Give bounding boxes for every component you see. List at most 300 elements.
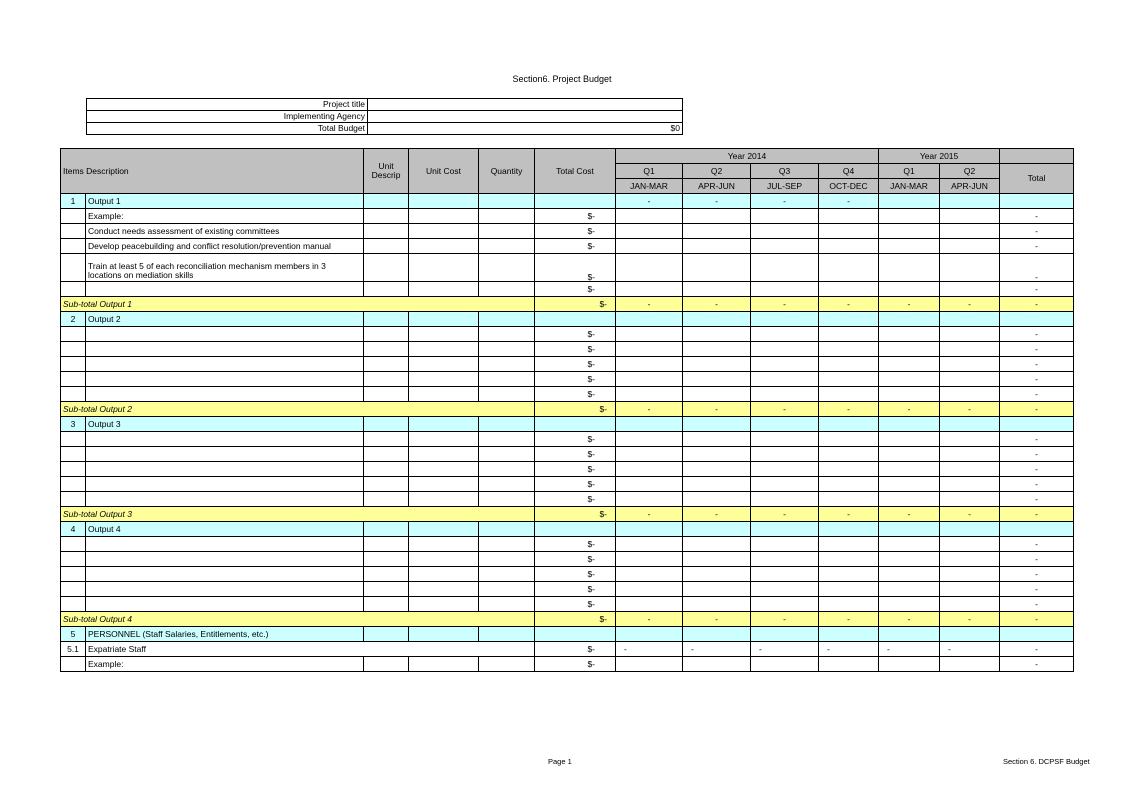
quarter-cell[interactable] [819, 477, 879, 492]
output-cell[interactable] [409, 312, 479, 327]
total-cell: - [1000, 537, 1074, 552]
unit-cost-cell[interactable] [409, 492, 479, 507]
quarter-cell[interactable] [751, 582, 819, 597]
quarter-cell[interactable] [879, 657, 940, 672]
quarter-cell[interactable] [616, 492, 683, 507]
quarter-cell[interactable] [940, 567, 1000, 582]
budget-line-row [61, 432, 1074, 447]
quarter-cell[interactable] [940, 224, 1000, 239]
quarter-cell[interactable] [940, 417, 1000, 432]
quarter-cell[interactable] [751, 522, 819, 537]
quarter-cell[interactable] [879, 282, 940, 297]
quarter-cell[interactable] [940, 657, 1000, 672]
quarter-cell[interactable] [879, 552, 940, 567]
quantity-cell[interactable] [479, 209, 535, 224]
output-label: Output 3 [86, 417, 364, 432]
quarter-cell[interactable] [940, 492, 1000, 507]
quarter-cell[interactable] [819, 312, 879, 327]
unit-cost-cell[interactable] [409, 357, 479, 372]
quarter-cell[interactable] [819, 254, 879, 282]
total-cost-cell: $- [535, 209, 616, 224]
quarter-cell[interactable] [751, 657, 819, 672]
quarter-cell[interactable] [751, 447, 819, 462]
quarter-cell[interactable] [751, 209, 819, 224]
quarter-cell[interactable] [940, 327, 1000, 342]
total-cell[interactable] [1000, 522, 1074, 537]
quarter-cell[interactable] [819, 522, 879, 537]
quarter-cell[interactable] [616, 432, 683, 447]
unit-descrip-cell[interactable] [364, 224, 409, 239]
quarter-cell[interactable] [879, 224, 940, 239]
budget-line-row [61, 224, 1074, 239]
quarter-cell[interactable] [683, 432, 751, 447]
quarter-cell[interactable] [940, 432, 1000, 447]
unit-descrip-cell[interactable] [364, 372, 409, 387]
quarter-cell[interactable] [879, 209, 940, 224]
quantity-cell[interactable] [479, 239, 535, 254]
quarter-cell[interactable] [940, 342, 1000, 357]
output-cell[interactable] [364, 417, 409, 432]
quarter-cell[interactable] [616, 254, 683, 282]
budget-line-row [61, 477, 1074, 492]
quarter-cell[interactable] [751, 342, 819, 357]
quarter-cell[interactable] [683, 209, 751, 224]
output-cell[interactable] [409, 417, 479, 432]
unit-cost-cell[interactable] [409, 597, 479, 612]
unit-cost-cell[interactable] [409, 224, 479, 239]
quarter-cell[interactable] [879, 372, 940, 387]
quarter-cell[interactable] [940, 254, 1000, 282]
output-cell[interactable] [364, 522, 409, 537]
quarter-cell[interactable] [616, 312, 683, 327]
agency-field[interactable] [368, 111, 683, 123]
quarter-cell[interactable] [616, 372, 683, 387]
line-number [61, 582, 86, 597]
unit-cost-cell[interactable] [409, 462, 479, 477]
unit-cost-cell[interactable] [409, 342, 479, 357]
line-description[interactable] [86, 387, 364, 402]
line-description[interactable]: Train at least 5 of each reconciliation mechanism members in 3 locations on mediation skills [86, 254, 364, 282]
personnel-cell[interactable] [535, 627, 616, 642]
quantity-cell[interactable] [479, 327, 535, 342]
quarter-cell[interactable] [940, 477, 1000, 492]
line-description[interactable] [86, 327, 364, 342]
line-description[interactable] [86, 597, 364, 612]
quarter-cell[interactable] [751, 492, 819, 507]
quantity-cell[interactable] [479, 342, 535, 357]
personnel-cell[interactable] [479, 627, 535, 642]
quarter-cell[interactable] [751, 239, 819, 254]
quarter-cell[interactable] [940, 627, 1000, 642]
quarter-cell[interactable] [879, 537, 940, 552]
quantity-cell[interactable] [479, 552, 535, 567]
quarter-cell[interactable] [683, 282, 751, 297]
quarter-cell[interactable] [751, 387, 819, 402]
quantity-cell[interactable] [479, 477, 535, 492]
quarter-cell[interactable] [879, 387, 940, 402]
quarter-cell[interactable] [616, 537, 683, 552]
line-description[interactable] [86, 447, 364, 462]
quarter-cell[interactable] [879, 582, 940, 597]
subtotal-label: Sub-total Output 3 [61, 507, 535, 522]
quarter-cell[interactable] [819, 282, 879, 297]
personnel-cell[interactable] [364, 627, 409, 642]
unit-cost-cell[interactable] [409, 372, 479, 387]
unit-descrip-cell[interactable] [364, 567, 409, 582]
quarter-cell[interactable] [751, 372, 819, 387]
line-description[interactable] [86, 432, 364, 447]
input-cell[interactable] [409, 657, 479, 672]
quarter-cell[interactable] [879, 627, 940, 642]
unit-descrip-cell[interactable] [364, 387, 409, 402]
quarter-cell[interactable] [879, 312, 940, 327]
subtotal-quarter: - [683, 612, 751, 627]
quarter-cell[interactable] [751, 627, 819, 642]
quarter-cell[interactable] [751, 597, 819, 612]
unit-cost-cell[interactable] [409, 254, 479, 282]
quarter-cell[interactable] [819, 447, 879, 462]
quarter-cell[interactable] [683, 657, 751, 672]
line-description[interactable]: Develop peacebuilding and conflict resolution/prevention manual [86, 239, 364, 254]
total-cell[interactable] [1000, 627, 1074, 642]
quarter-cell[interactable] [616, 522, 683, 537]
unit-descrip-cell[interactable] [364, 209, 409, 224]
unit-descrip-cell[interactable] [364, 462, 409, 477]
quarter-cell[interactable] [879, 567, 940, 582]
quarter-cell[interactable] [751, 224, 819, 239]
quarter-cell[interactable] [683, 342, 751, 357]
quarter-cell[interactable] [751, 357, 819, 372]
unit-descrip-cell[interactable] [364, 254, 409, 282]
quantity-cell[interactable] [479, 582, 535, 597]
quarter-cell[interactable] [940, 447, 1000, 462]
quarter-cell[interactable] [819, 432, 879, 447]
quarter-cell[interactable] [940, 462, 1000, 477]
quantity-cell[interactable] [479, 387, 535, 402]
quarter-cell[interactable] [751, 462, 819, 477]
total-cell: - [1000, 582, 1074, 597]
line-description[interactable] [86, 567, 364, 582]
quarter-cell[interactable] [683, 537, 751, 552]
quantity-cell[interactable] [479, 447, 535, 462]
quarter-cell[interactable] [683, 627, 751, 642]
quarter-cell[interactable] [879, 342, 940, 357]
quarter-cell[interactable] [683, 417, 751, 432]
quarter-cell[interactable] [683, 372, 751, 387]
line-description[interactable] [86, 477, 364, 492]
total-cell: - [1000, 552, 1074, 567]
output-cell[interactable] [535, 522, 616, 537]
quarter-cell[interactable] [819, 552, 879, 567]
quarter-cell[interactable] [819, 417, 879, 432]
quarter-cell[interactable] [940, 282, 1000, 297]
quarter-cell[interactable] [616, 417, 683, 432]
quarter-cell[interactable] [819, 657, 879, 672]
quarter-cell[interactable] [616, 209, 683, 224]
quarter-cell[interactable] [940, 597, 1000, 612]
total-cell[interactable] [1000, 194, 1074, 209]
quarter-cell[interactable] [751, 537, 819, 552]
unit-descrip-cell[interactable] [364, 492, 409, 507]
quarter-cell[interactable] [616, 282, 683, 297]
line-description[interactable] [86, 462, 364, 477]
line-number [61, 342, 86, 357]
quantity-cell[interactable] [479, 372, 535, 387]
quarter-cell[interactable] [616, 582, 683, 597]
unit-descrip-cell[interactable] [364, 282, 409, 297]
unit-cost-cell[interactable] [409, 537, 479, 552]
quarter-cell[interactable] [683, 312, 751, 327]
quarter-cell[interactable] [940, 239, 1000, 254]
quarter-cell[interactable] [879, 357, 940, 372]
footer-section-label: Section 6. DCPSF Budget [1003, 757, 1090, 766]
quarter-cell[interactable] [940, 194, 1000, 209]
output-cell[interactable] [364, 194, 409, 209]
unit-descrip-cell[interactable] [364, 582, 409, 597]
unit-cost-cell[interactable] [409, 432, 479, 447]
personnel-cell[interactable] [409, 627, 479, 642]
quarter-cell[interactable] [751, 552, 819, 567]
quarter-cell[interactable] [819, 567, 879, 582]
input-cell[interactable] [479, 657, 535, 672]
output-cell[interactable] [535, 194, 616, 209]
quantity-cell[interactable] [479, 462, 535, 477]
unit-descrip-cell[interactable] [364, 342, 409, 357]
quarter-cell[interactable] [616, 447, 683, 462]
quarter-cell[interactable] [616, 627, 683, 642]
quarter-cell[interactable] [940, 357, 1000, 372]
quarter-cell[interactable] [940, 387, 1000, 402]
quarter-cell: - [879, 642, 940, 657]
input-cell[interactable] [364, 657, 409, 672]
output-cell[interactable] [479, 417, 535, 432]
quarter-cell[interactable] [819, 239, 879, 254]
quarter-cell[interactable] [879, 254, 940, 282]
quarter-cell[interactable] [683, 462, 751, 477]
quarter-cell[interactable] [940, 537, 1000, 552]
quarter-cell[interactable] [819, 627, 879, 642]
unit-cost-cell[interactable] [409, 447, 479, 462]
line-description[interactable]: Example: [86, 657, 364, 672]
quarter-cell[interactable] [819, 492, 879, 507]
quarter-cell[interactable] [616, 567, 683, 582]
quarter-cell[interactable] [683, 224, 751, 239]
line-description[interactable] [86, 282, 364, 297]
year-2014-header: Year 2014 [616, 149, 879, 164]
quantity-cell[interactable] [479, 567, 535, 582]
budget-line-row [61, 254, 1074, 282]
quarter-cell[interactable] [683, 239, 751, 254]
quarter-cell[interactable] [616, 387, 683, 402]
quarter-cell[interactable] [879, 447, 940, 462]
quarter-cell[interactable] [940, 209, 1000, 224]
quarter-cell[interactable] [683, 522, 751, 537]
unit-cost-cell[interactable] [409, 282, 479, 297]
unit-descrip-cell[interactable] [364, 477, 409, 492]
unit-cost-cell[interactable] [409, 567, 479, 582]
quarter-cell[interactable] [940, 582, 1000, 597]
output-cell[interactable] [364, 312, 409, 327]
quarter-cell[interactable]: - [683, 194, 751, 209]
total-header: Total [1000, 164, 1074, 194]
subtotal-total-cost: $- [535, 507, 616, 522]
quarter-cell[interactable] [683, 477, 751, 492]
quarter-cell[interactable] [751, 477, 819, 492]
quarter-cell[interactable] [683, 387, 751, 402]
quarter-cell[interactable]: - [819, 194, 879, 209]
subtotal-quarter: - [879, 297, 940, 312]
total-cost-cell: $- [535, 567, 616, 582]
quantity-cell[interactable] [479, 432, 535, 447]
total-cell: - [1000, 432, 1074, 447]
quarter-cell[interactable] [616, 327, 683, 342]
quarter-cell[interactable] [879, 327, 940, 342]
quarter-cell[interactable] [879, 492, 940, 507]
unit-descrip-cell[interactable] [364, 537, 409, 552]
unit-cost-cell[interactable] [409, 477, 479, 492]
unit-cost-cell[interactable] [409, 582, 479, 597]
output-header-row [61, 522, 1074, 537]
line-description[interactable] [86, 537, 364, 552]
quarter-cell[interactable] [819, 327, 879, 342]
quarter-cell[interactable] [940, 552, 1000, 567]
quarter-cell[interactable] [616, 224, 683, 239]
quarter-cell[interactable] [940, 312, 1000, 327]
unit-cost-cell[interactable] [409, 552, 479, 567]
quarter-cell[interactable] [819, 582, 879, 597]
quarter-cell[interactable] [683, 552, 751, 567]
quantity-cell[interactable] [479, 537, 535, 552]
quarter-cell[interactable] [616, 552, 683, 567]
quarter-cell[interactable] [879, 417, 940, 432]
quarter-cell[interactable] [879, 597, 940, 612]
line-description[interactable]: Conduct needs assessment of existing committees [86, 224, 364, 239]
quarter-cell[interactable] [879, 239, 940, 254]
output-cell[interactable] [479, 312, 535, 327]
quantity-cell[interactable] [479, 224, 535, 239]
output-cell[interactable] [409, 522, 479, 537]
quantity-cell[interactable] [479, 357, 535, 372]
quarter-cell[interactable] [616, 357, 683, 372]
quarter-cell[interactable] [819, 224, 879, 239]
quarter-cell[interactable] [819, 357, 879, 372]
quarter-cell[interactable] [683, 582, 751, 597]
budget-line-row [61, 447, 1074, 462]
subtotal-quarter: - [940, 297, 1000, 312]
quarter-cell[interactable] [616, 657, 683, 672]
unit-descrip-cell[interactable] [364, 447, 409, 462]
quantity-cell[interactable] [479, 597, 535, 612]
total-budget-value[interactable]: $0 [368, 123, 683, 135]
budget-line-row [61, 357, 1074, 372]
unit-cost-cell[interactable] [409, 387, 479, 402]
quarter-cell[interactable]: - [751, 194, 819, 209]
unit-cost-cell[interactable] [409, 209, 479, 224]
unit-descrip-cell[interactable] [364, 552, 409, 567]
quarter-cell[interactable] [940, 372, 1000, 387]
unit-cost-cell[interactable] [409, 239, 479, 254]
line-description[interactable] [86, 342, 364, 357]
quarter-cell[interactable]: - [616, 194, 683, 209]
quarter-cell[interactable] [879, 432, 940, 447]
line-description[interactable] [86, 357, 364, 372]
quarter-cell[interactable] [751, 312, 819, 327]
unit-descrip-cell[interactable] [364, 597, 409, 612]
personnel-label: PERSONNEL (Staff Salaries, Entitlements, etc.) [86, 627, 364, 642]
quarter-cell[interactable] [683, 597, 751, 612]
quarter-cell[interactable] [751, 567, 819, 582]
unit-descrip-cell[interactable] [364, 357, 409, 372]
quarter-cell[interactable] [879, 194, 940, 209]
unit-cost-cell[interactable] [409, 327, 479, 342]
line-description[interactable] [86, 492, 364, 507]
quarter-cell[interactable] [616, 342, 683, 357]
quarter-cell[interactable] [819, 372, 879, 387]
quarter-cell[interactable] [616, 597, 683, 612]
quarter-cell[interactable] [616, 462, 683, 477]
quarter-cell[interactable] [819, 342, 879, 357]
quantity-cell[interactable] [479, 492, 535, 507]
quarter-cell[interactable] [751, 282, 819, 297]
quarter-cell[interactable] [683, 327, 751, 342]
quarter-cell[interactable] [879, 462, 940, 477]
output-cell[interactable] [535, 312, 616, 327]
quarter-cell[interactable] [819, 597, 879, 612]
quarter-cell[interactable] [683, 254, 751, 282]
total-cell: - [1000, 567, 1074, 582]
line-description[interactable] [86, 552, 364, 567]
quarter-cell[interactable] [683, 492, 751, 507]
total-cell[interactable] [1000, 312, 1074, 327]
quantity-cell[interactable] [479, 282, 535, 297]
line-description[interactable] [86, 372, 364, 387]
project-title-field[interactable] [368, 99, 683, 111]
quarter-cell[interactable] [751, 417, 819, 432]
output-number: 3 [61, 417, 86, 432]
quarter-cell[interactable] [879, 522, 940, 537]
quarter-cell[interactable] [879, 477, 940, 492]
output-cell[interactable] [479, 194, 535, 209]
quarter-cell[interactable] [819, 537, 879, 552]
personnel-number: 5 [61, 627, 86, 642]
output-cell[interactable] [479, 522, 535, 537]
quarter-cell[interactable] [819, 462, 879, 477]
quarter-cell[interactable] [940, 522, 1000, 537]
line-description[interactable] [86, 582, 364, 597]
quarter-cell[interactable] [616, 477, 683, 492]
unit-descrip-cell[interactable] [364, 239, 409, 254]
quantity-cell[interactable] [479, 254, 535, 282]
quarter-cell[interactable] [683, 567, 751, 582]
line-description[interactable]: Example: [86, 209, 364, 224]
subtotal-quarter: - [751, 612, 819, 627]
quarter-cell[interactable] [751, 432, 819, 447]
quarter-cell[interactable] [819, 387, 879, 402]
total-cell[interactable] [1000, 417, 1074, 432]
unit-descrip-cell[interactable] [364, 327, 409, 342]
output-cell[interactable] [535, 417, 616, 432]
quarter-cell[interactable] [683, 447, 751, 462]
unit-descrip-cell[interactable] [364, 432, 409, 447]
subtotal-quarter: - [819, 297, 879, 312]
total-cell: - [1000, 597, 1074, 612]
quarter-cell[interactable] [683, 357, 751, 372]
output-cell[interactable] [409, 194, 479, 209]
quarter-cell[interactable] [819, 209, 879, 224]
quarter-cell[interactable] [751, 254, 819, 282]
quarter-cell[interactable] [751, 327, 819, 342]
quarter-cell[interactable] [616, 239, 683, 254]
